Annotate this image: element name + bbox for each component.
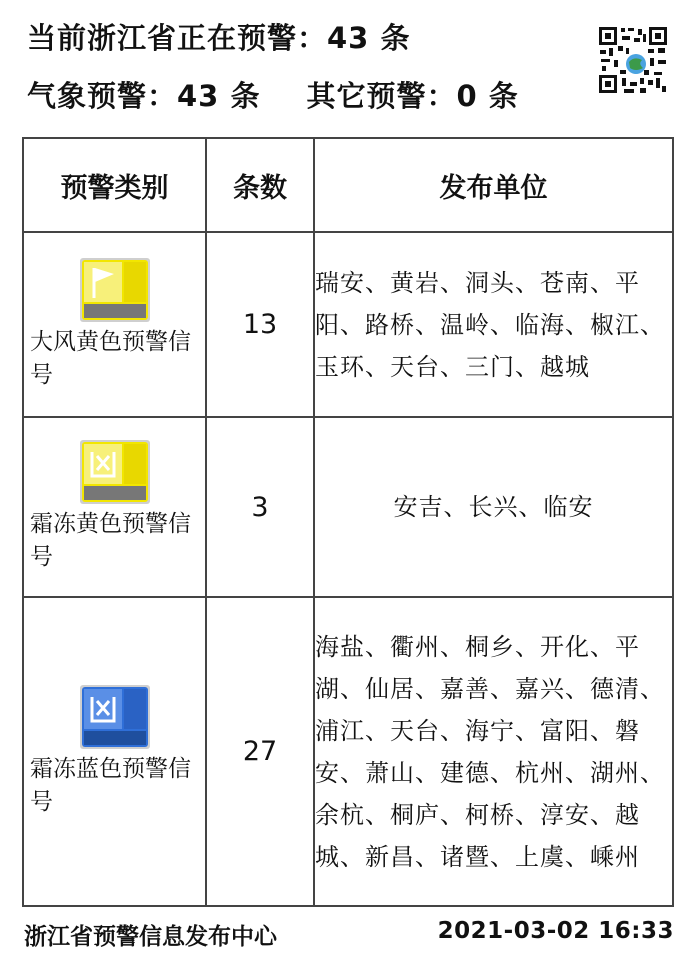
warning-type-cell <box>23 597 206 906</box>
publish-timestamp: 2021-03-02 16:33 <box>437 918 674 944</box>
warning-type-label: 霜冻黄色预警信号 <box>30 511 191 570</box>
other-warning-count: 其它预警：0 条 <box>306 79 519 113</box>
warning-type-label: 霜冻蓝色预警信号 <box>30 755 191 815</box>
header-warning-type: 预警类别 <box>23 138 206 232</box>
issuing-units: 海盐、衢州、桐乡、开化、平湖、仙居、嘉善、嘉兴、德清、浦江、天台、海宁、富阳、磐安、萧山、建德、杭州、湖州、余杭、桐庐、柯桥、淳安、越城、新昌、诸暨、上虞、嵊州 <box>314 597 673 906</box>
issuing-center: 浙江省预警信息发布中心 <box>24 924 277 950</box>
issuing-units: 安吉、长兴、临安 <box>314 417 673 597</box>
warning-count: 3 <box>206 417 314 597</box>
qr-code-icon <box>598 26 668 94</box>
table-row <box>23 417 673 597</box>
current-warning-total: 当前浙江省正在预警：43 条 <box>27 21 411 55</box>
warning-count: 27 <box>206 597 314 906</box>
warning-type-label: 大风黄色预警信号 <box>30 328 191 388</box>
table-row <box>23 597 673 906</box>
warning-count: 13 <box>206 232 314 417</box>
table-row <box>23 232 673 417</box>
warning-breakdown <box>27 74 519 115</box>
issuing-units: 瑞安、黄岩、洞头、苍南、平阳、路桥、温岭、临海、椒江、玉环、天台、三门、越城 <box>314 232 673 417</box>
warning-table <box>22 137 674 907</box>
header-issuing-units: 发布单位 <box>314 138 673 232</box>
gale-yellow-signal-icon <box>80 258 150 322</box>
warning-type-cell <box>23 417 206 597</box>
frost-yellow-signal-icon <box>80 440 150 504</box>
meteorological-warning-count: 气象预警：43 条 <box>27 79 261 113</box>
header-count: 条数 <box>206 138 314 232</box>
frost-blue-signal-icon <box>80 685 150 749</box>
table-header-row <box>23 138 673 232</box>
warning-type-cell <box>23 232 206 417</box>
